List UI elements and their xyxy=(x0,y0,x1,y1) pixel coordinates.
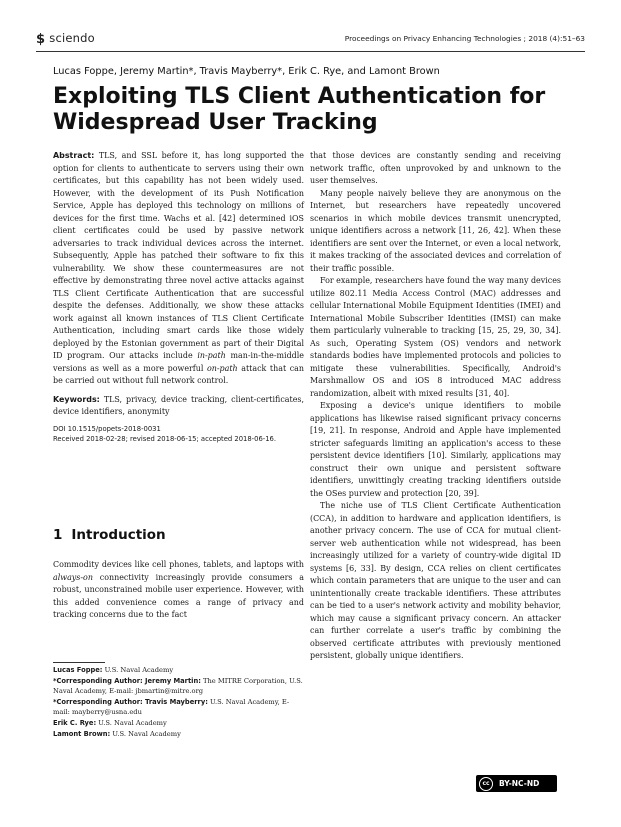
author-affiliations xyxy=(53,665,304,739)
license-badge[interactable] xyxy=(476,775,557,792)
keywords: Keywords: TLS, privacy, device tracking, client-certificates, device identifiers, anonymity xyxy=(53,394,304,416)
intro-paragraph: Commodity devices like cell phones, tablets, and laptops with always-on connectivity increasingly provide consumers a robust, unconstrained mobile user experience. However, with this added convenience comes a range of privacy and tracking concerns due to the fact xyxy=(53,560,304,619)
author-list: Lucas Foppe, Jeremy Martin*, Travis Mayberry*, Erik C. Rye, and Lamont Brown xyxy=(53,66,440,77)
header-rule xyxy=(36,51,585,52)
received-dates: Received 2018-02-28; revised 2018-06-15; accepted 2018-06-16. xyxy=(53,435,277,443)
journal-citation: Proceedings on Privacy Enhancing Technologies ; 2018 (4):51–63 xyxy=(344,34,585,43)
body-column-right xyxy=(310,150,561,663)
abstract-column xyxy=(53,150,304,445)
paragraph: For example, researchers have found the way many devices utilize 802.11 Media Access Control (MAC) addresses and cellular International Mobile Equipment Identities (IMEI) and International Mobile Subscriber Identities (IMSI) can make them particularly vulnerable to tracking [15, 25, 29, 30, 34]. As such, Operating System (OS) vendors and network standards bodies have implemented protocols and policies to mitigate these vulnerabilities. Specifically, Android's Marshmallow OS and iOS 8 introduced MAC address randomization, albeit with mixed results [31, 40]. xyxy=(310,276,561,398)
license-label: BY-NC-ND xyxy=(499,779,540,788)
footnote: Lucas Foppe: U.S. Naval Academy xyxy=(53,666,174,674)
paragraph: Many people naively believe they are anonymous on the Internet, but researchers have repeatedly uncovered scenarios in which mobile devices transmit unencrypted, unique identifiers across a network [11, 26, 42]. When these identifiers are sent over the Internet, or even a local network, it makes tracking of the associated devices and correlation of their traffic possible. xyxy=(310,188,561,273)
footnote: *Corresponding Author: Jeremy Martin: The MITRE Corporation, U.S. Naval Academy, E-mail: jbmartin@mitre.org xyxy=(53,676,303,696)
abstract-label: Abstract: xyxy=(53,151,95,160)
page-header xyxy=(36,31,585,51)
paper-title xyxy=(53,84,573,136)
section-title: Introduction xyxy=(71,527,166,543)
paragraph: that those devices are constantly sending and receiving network traffic, often unprovoked by and unknown to the user themselves. xyxy=(310,151,561,185)
footnote: *Corresponding Author: Travis Mayberry: U.S. Naval Academy, E-mail: mayberry@usna.edu xyxy=(53,697,290,717)
doi: DOI 10.1515/popets-2018-0031 xyxy=(53,424,161,433)
title-line: Widespread User Tracking xyxy=(53,110,378,135)
publisher-logo xyxy=(36,31,95,46)
footnote-rule xyxy=(53,662,105,663)
paragraph: Exposing a device's unique identifiers to mobile applications has likewise raised significant privacy concerns [19, 21]. In response, Android and Apple have implemented stricter safeguards limiting an application's access to these persistent device identifiers [10]. Similarly, applications may construct their own unique and persistent software identifiers, unwittingly creating tracking identifiers outside the OSes purview and protection [20, 39]. xyxy=(310,401,561,498)
cc-icon: cc xyxy=(479,777,493,791)
abstract: Abstract: TLS, and SSL before it, has long supported the option for clients to authenticate to servers using their own certificates, but this capability has not been widely used. However, with the development of its Push Notification Service, Apple has deployed this technology on millions of devices for the first time. Wachs et al. [42] determined iOS client certificates could be used by passive network adversaries to track individual devices across the internet. Subsequently, Apple has patched their software to fix this vulnerability. We show these countermeasures are not effective by demonstrating three novel active attacks against TLS Client Certificate Authentication that are successful despite the defenses. Additionally, we show these attacks work against all known instances of TLS Client Certificate Authentication, including smart cards like those widely deployed by the Estonian government as part of their Digital ID program. Our attacks include in-path man-in-the-middle versions as well as a more powerful on-path attack that can be carried out without full network control. xyxy=(53,151,304,385)
keywords-label: Keywords: xyxy=(53,394,100,404)
publisher-name: sciendo xyxy=(49,31,95,45)
paragraph: The niche use of TLS Client Certificate Authentication (CCA), in addition to hardware and application identifiers, is another privacy concern. The use of CCA for mutual client-server web authentication while not widespread, has been increasingly utilized for a variety of country-wide digital ID systems [6, 33]. By design, CCA relies on client certificates which contain parameters that are unique to the user and can unintentionally create trackable identifiers. These attributes can be tied to a user's network activity and mobility behavior, which may cause a significant privacy concern. An attacker can further correlate a user's traffic by combining the observed certificate attributes with previously mentioned persistent, globally unique identifiers. xyxy=(310,501,561,660)
sciendo-logo-icon: $ xyxy=(36,32,46,47)
footnote: Lamont Brown: U.S. Naval Academy xyxy=(53,729,181,738)
footnote: Erik C. Rye: U.S. Naval Academy xyxy=(53,718,167,727)
section-heading xyxy=(53,527,166,543)
title-line: Exploiting TLS Client Authentication for xyxy=(53,84,546,109)
section-number: 1 xyxy=(53,527,63,543)
